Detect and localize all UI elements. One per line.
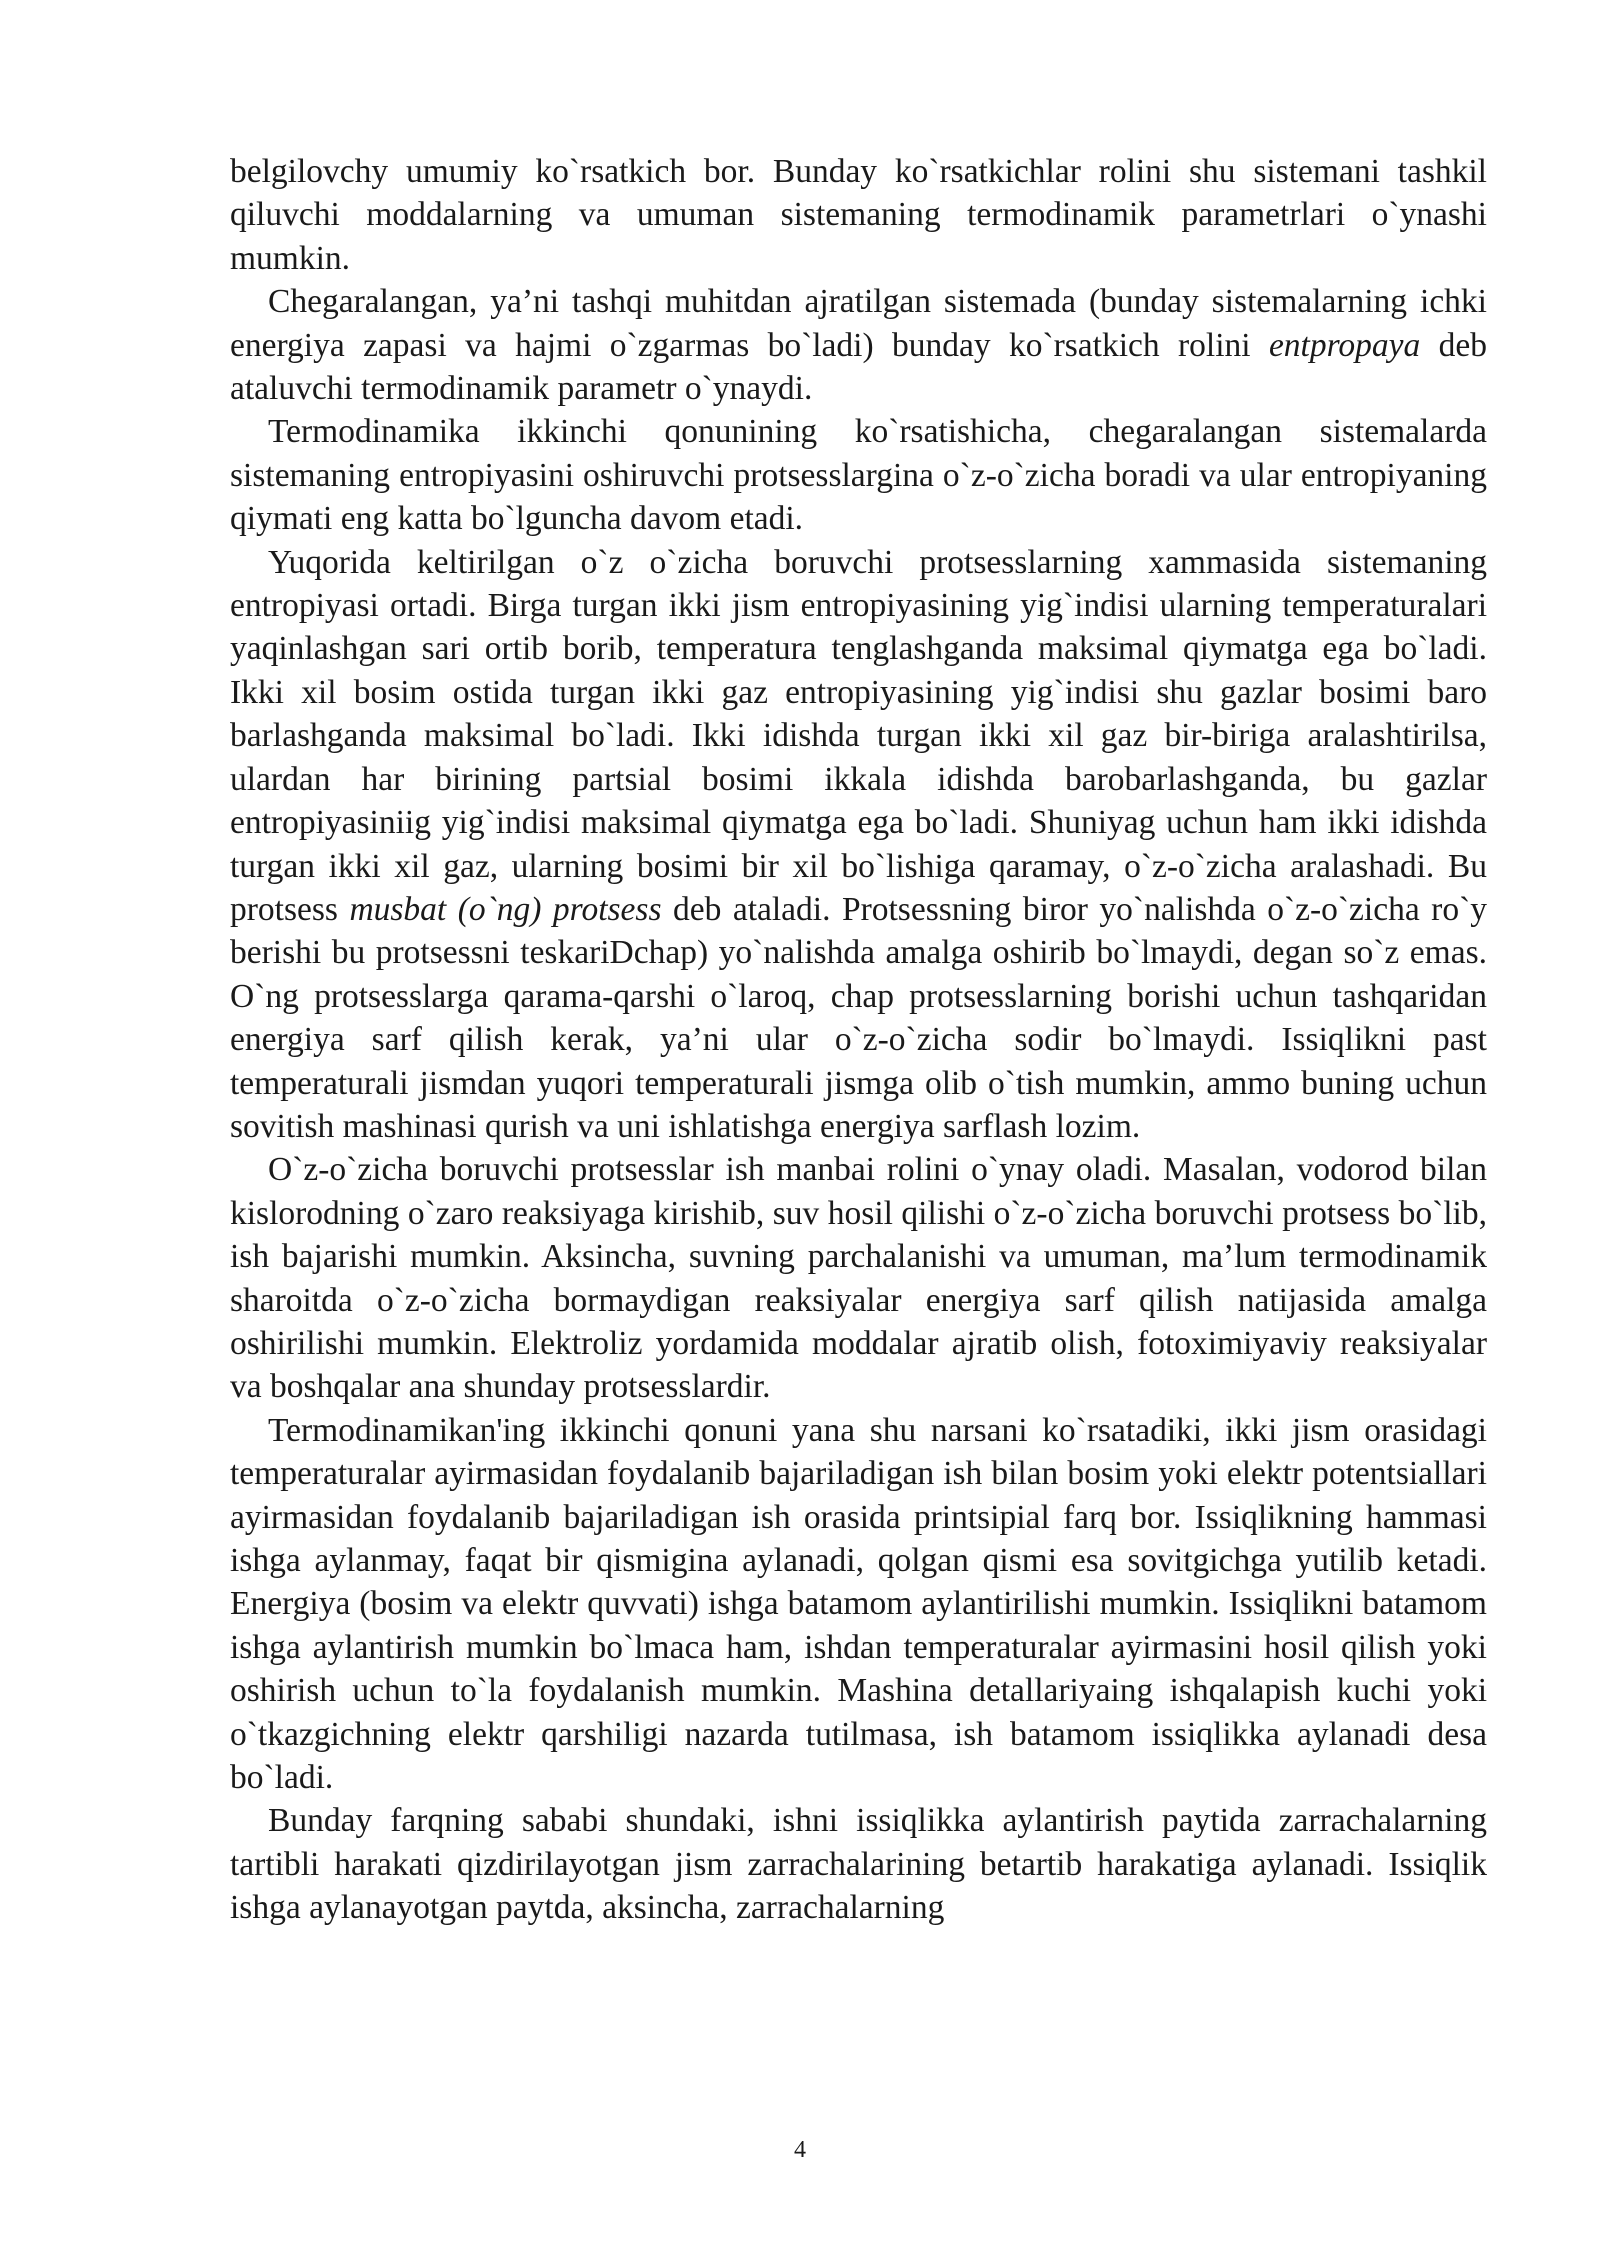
page-body <box>230 150 1487 1930</box>
paragraph-text: deb ataluvchi termodinamik parametr o`ynaydi. <box>230 326 1488 408</box>
paragraph-heat-work-difference: Termodinamikan'ing ikkinchi qonuni yana shu narsani ko`rsatadiki, ikki jism orasidagi temperaturalar ayirmasidan foydalanib bajariladigan ish bilan bosim yoki elektr potentsiallari ayirmasidan foydalanib bajariladigan ish orasida printsipial farq bor. Issiqlikning hammasi ishga aylanmay, faqat bir qismigina aylanadi, qolgan qismi esa sovitgichga yutilib ketadi. Energiya (bosim va elektr quvvati) ishga batamom aylantirilishi mumkin. Issiqlikni batamom ishga aylantirish mumkin bo`lmaca ham, ishdan temperaturalar ayirmasini hosil qilish yoki oshirish uchun to`la foydalanish mumkin. Mashina detallariyaing ishqalapish kuchi yoki o`tkazgichning elektr qarshiligi nazarda tutilmasa, ish batamom issiqlikka aylanadi desa bo`ladi. <box>230 1411 1487 1797</box>
paragraph-entropy-definition <box>230 280 1487 410</box>
emphasized-term: musbat (o`ng) protsess <box>349 890 662 928</box>
paragraph-text: Yuqorida keltirilgan o`z o`zicha boruvchi protsesslarning xammasida sistemaning entropiyasi ortadi. Birga turgan ikki jism entropiyasining yig`indisi ularning temperaturalari yaqinlashgan sari ortib borib, temperatura tenglashganda maksimal qiymatga ega bo`ladi. Ikki xil bosim ostida turgan ikki gaz entropiyasining yig`indisi shu gazlar bosimi baro barlashganda maksimal bo`ladi. Ikki idishda turgan ikki xil gaz bir-biriga aralashtirilsa, ulardan har birining partsial bosimi ikkala idishda barobarlashganda, bu gazlar entropiyasiniig yig`indisi maksimal qiymatga ega bo`ladi. Shuniyag uchun ham ikki idishda turgan ikki xil gaz, ularning bosimi bir xil bo`lishiga qaramay, o`z-o`zicha aralashadi. Bu protsess <box>230 543 1487 928</box>
page-number: 4 <box>794 2137 806 2163</box>
paragraph-text: Chegaralangan, ya’ni tashqi muhitdan ajratilgan sistemada (bunday sistemalarning ichki energiya zapasi va hajmi o`zgarmas bo`ladi) bunday ko`rsatkich rolini <box>230 283 1487 364</box>
paragraph-second-law: Termodinamika ikkinchi qonunining ko`rsatishicha, chegaralangan sistemalarda sistemaning entropiyasini oshiruvchi protsesslargina o`z-o`zicha boradi va ular entropiyaning qiymati eng katta bo`lguncha davom etadi. <box>230 413 1487 538</box>
paragraph-spontaneous-processes <box>230 541 1487 1149</box>
paragraph-work-source: O`z-o`zicha boruvchi protsesslar ish manbai rolini o`ynay oladi. Masalan, vodorod bilan kislorodning o`zaro reaksiyaga kirishib, suv hosil qilishi o`z-o`zicha boruvchi protsess bo`lib, ish bajarishi mumkin. Aksincha, suvning parchalanishi va umuman, ma’lum termodinamik sharoitda o`z-o`zicha bormaydigan reaksiyalar energiya sarf qilish natijasida amalga oshirilishi mumkin. Elektroliz yordamida moddalar ajratib olish, fotoximiyaviy reaksiyalar va boshqalar ana shunday protsesslardir. <box>230 1151 1487 1406</box>
paragraph-continuation: belgilovchy umumiy ko`rsatkich bor. Bunday ko`rsatkichlar rolini shu sistemani tashkil qiluvchi moddalarning va umuman sistemaning termodinamik parametrlari o`ynashi mumkin. <box>230 153 1487 277</box>
paragraph-reason: Bunday farqning sababi shundaki, ishni issiqlikka aylantirish paytida zarrachalarning tartibli harakati qizdirilayotgan jism zarrachalarining betartib harakatiga aylanadi. Issiqlik ishga aylanayotgan paytda, aksincha, zarrachalarning <box>230 1802 1487 1927</box>
emphasized-term: entpropaya <box>1268 326 1421 364</box>
paragraph-text: deb ataladi. Protsessning biror yo`nalishda o`z-o`zicha ro`y berishi bu protsessni teskariDchap) yo`nalishda amalga oshirib bo`lmaydi, degan so`z emas. O`ng protsesslarga qarama-qarshi o`laroq, chap protsesslarning borishi uchun tashqaridan energiya sarf qilish kerak, ya’ni ular o`z-o`zicha sodir bo`lmaydi. Issiqlikni past temperaturali jismdan yuqori temperaturali jismga olib o`tish mumkin, ammo buning uchun sovitish mashinasi qurish va uni ishlatishga energiya sarflash lozim. <box>230 890 1487 1145</box>
